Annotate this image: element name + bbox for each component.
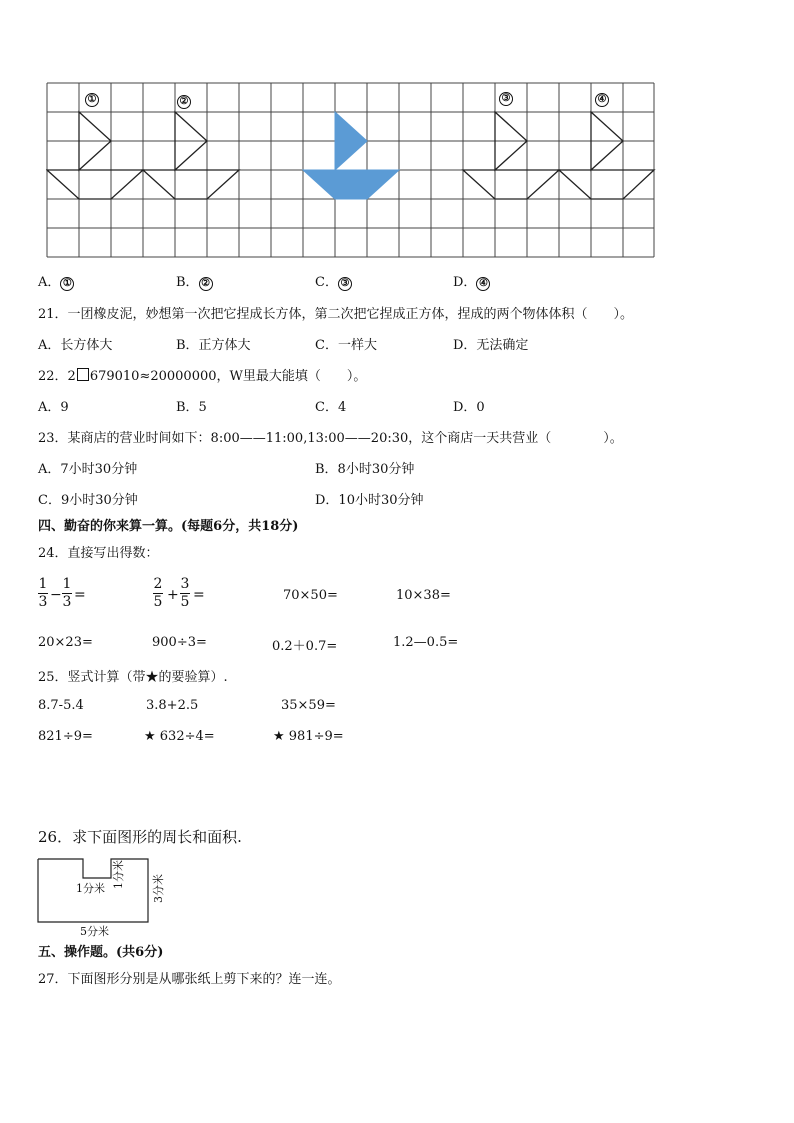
q24-expr-1.2m0.5: 1.2—0.5=: [393, 635, 459, 650]
q25-expr-5: ★ 632÷4=: [144, 729, 215, 744]
q24-expr-10x38: 10×38=: [396, 588, 451, 603]
label-notch-depth: 1分米: [112, 860, 125, 889]
q21-option-a[interactable]: A．长方体大: [38, 338, 113, 353]
q24-expr-20x23: 20×23=: [38, 635, 93, 650]
q25-expr-6: ★ 981÷9=: [273, 729, 344, 744]
option-letter: A．: [38, 275, 61, 290]
boat-1: [47, 112, 143, 199]
blank-box: [77, 368, 89, 381]
q24-expr-0.2p0.7: 0.2＋0.7=: [272, 639, 338, 654]
operator: −: [50, 587, 62, 603]
q24-stem: 24．直接写出得数：: [38, 546, 159, 561]
q23-option-d[interactable]: D．10小时30分钟: [315, 493, 424, 508]
operator: +: [167, 587, 179, 603]
boat-label-1: ①: [85, 93, 99, 107]
boat-4: [559, 112, 654, 199]
boat-label-4: ④: [595, 93, 609, 107]
q24-expr-70x50: 70×50=: [283, 588, 338, 603]
option-letter: D．: [453, 275, 477, 290]
shaded-boat: [303, 112, 399, 199]
q21-option-b[interactable]: B．正方体大: [176, 338, 251, 353]
option-value: ①: [60, 277, 74, 291]
equals: =: [74, 587, 86, 603]
fraction-numerator: 1: [62, 576, 72, 592]
q20-option-b[interactable]: [176, 271, 213, 291]
q25-expr-1: 8.7-5.4: [38, 698, 84, 713]
q22-stem: [38, 365, 366, 384]
fraction-denominator: 3: [38, 594, 48, 610]
label-notch-width: 1分米: [76, 882, 105, 895]
equals: =: [193, 587, 205, 603]
boat-2: [143, 112, 239, 199]
q23-option-c[interactable]: C．9小时30分钟: [38, 493, 138, 508]
option-letter: C．: [315, 275, 338, 290]
sailboat-grid-figure: [46, 82, 658, 260]
q22-option-a[interactable]: A．9: [38, 400, 69, 415]
q22-option-d[interactable]: D．0: [453, 400, 485, 415]
boat-label-2: ②: [177, 95, 191, 109]
q25-stem: 25．竖式计算（带★的要验算）.: [38, 670, 228, 685]
q21-option-d[interactable]: D．无法确定: [453, 338, 529, 353]
label-width: 5分米: [80, 925, 109, 938]
q23-option-b[interactable]: B．8小时30分钟: [315, 462, 415, 477]
q25-expr-4: 821÷9=: [38, 729, 93, 744]
section-5-title: 五、操作题。(共6分): [38, 945, 164, 960]
fraction-numerator: 2: [153, 576, 163, 592]
q24-expr-900d3: 900÷3=: [152, 635, 207, 650]
q22-option-c[interactable]: C．4: [315, 400, 347, 415]
boat-label-3: ③: [499, 92, 513, 106]
q23-stem: 23．某商店的营业时间如下：8:00——11:00,13:00——20:30，这个商店一天共营业（ ）。: [38, 431, 623, 446]
q22-suffix: 679010≈20000000，W里最大能填（ ）。: [89, 369, 367, 384]
q21-stem: 21．一团橡皮泥，妙想第一次把它捏成长方体，第二次把它捏成正方体，捏成的两个物体体积（ ）。: [38, 307, 634, 322]
option-value: ③: [338, 277, 352, 291]
fraction-denominator: 3: [62, 594, 72, 610]
option-letter: B．: [176, 275, 199, 290]
q23-option-a[interactable]: A．7小时30分钟: [38, 462, 138, 477]
q20-option-d[interactable]: [453, 271, 490, 291]
q26-stem: 26．求下面图形的周长和面积.: [38, 828, 242, 846]
option-value: ④: [476, 277, 490, 291]
fraction-denominator: 5: [153, 594, 163, 610]
fraction-numerator: 1: [38, 576, 48, 592]
label-height: 3分米: [152, 874, 165, 903]
q27-stem: 27．下面图形分别是从哪张纸上剪下来的？连一连。: [38, 972, 341, 987]
q22-prefix: 22．2: [38, 369, 76, 384]
q25-expr-3: 35×59=: [281, 698, 336, 713]
fraction-denominator: 5: [180, 594, 190, 610]
q25-expr-2: 3.8+2.5: [146, 698, 199, 713]
q22-option-b[interactable]: B．5: [176, 400, 207, 415]
boat-3: [463, 112, 559, 199]
q20-option-a[interactable]: [38, 271, 74, 291]
q20-option-c[interactable]: [315, 271, 352, 291]
option-value: ②: [199, 277, 213, 291]
section-4-title: 四、勤奋的你来算一算。(每题6分，共18分): [38, 519, 299, 534]
fraction-numerator: 3: [180, 576, 190, 592]
q21-option-c[interactable]: C．一样大: [315, 338, 377, 353]
